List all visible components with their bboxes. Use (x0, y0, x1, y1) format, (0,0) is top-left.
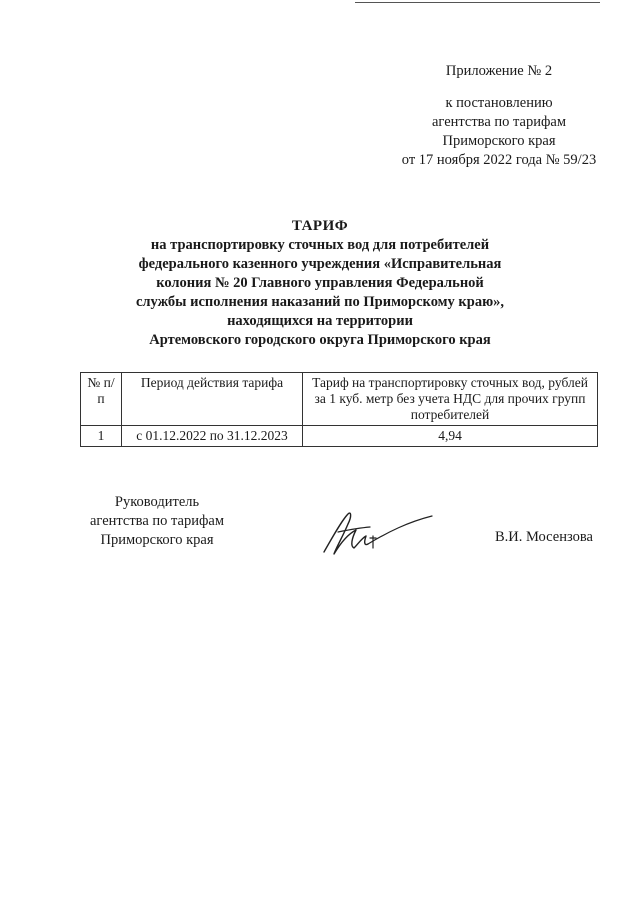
document-title (120, 217, 520, 350)
title-line-2: федерального казенного учреждения «Исправительная (138, 256, 502, 272)
title-line-1: на транспортировку сточных вод для потребителей (150, 237, 490, 253)
top-rule (355, 2, 600, 3)
appendix-number: Приложение № 2 (445, 63, 553, 79)
signatory-position (62, 493, 252, 550)
title-line-4: службы исполнения наказаний по Приморскому краю», (135, 294, 505, 310)
table-header-row (81, 373, 598, 426)
cell-period: с 01.12.2022 по 31.12.2023 (122, 426, 303, 447)
header-tariff: Тариф на транспортировку сточных вод, рублей за 1 куб. метр без учета НДС для прочих групп потребителей (303, 373, 598, 426)
appendix-line-3: Приморского края (442, 133, 556, 149)
position-line-2: агентства по тарифам (90, 513, 224, 529)
tariff-table (80, 372, 598, 447)
position-line-3: Приморского края (100, 532, 214, 548)
cell-num: 1 (81, 426, 122, 447)
cell-tariff-value: 4,94 (303, 426, 598, 447)
appendix-date: от 17 ноября 2022 года № 59/23 (401, 152, 597, 168)
title-line-5: находящихся на территории (227, 313, 413, 329)
appendix-line-1: к постановлению (445, 95, 553, 111)
title-line-6: Артемовского городского округа Приморского края (149, 332, 491, 348)
position-line-1: Руководитель (114, 494, 200, 510)
header-period: Период действия тарифа (122, 373, 303, 426)
appendix-block (384, 62, 614, 170)
header-num: № п/п (81, 373, 122, 426)
handwritten-signature (318, 508, 440, 560)
title-main: ТАРИФ (291, 218, 349, 234)
appendix-line-2: агентства по тарифам (432, 114, 566, 130)
table-row (81, 426, 598, 447)
signatory-name: В.И. Мосензова (495, 529, 593, 545)
title-line-3: колония № 20 Главного управления Федеральной (156, 275, 484, 291)
